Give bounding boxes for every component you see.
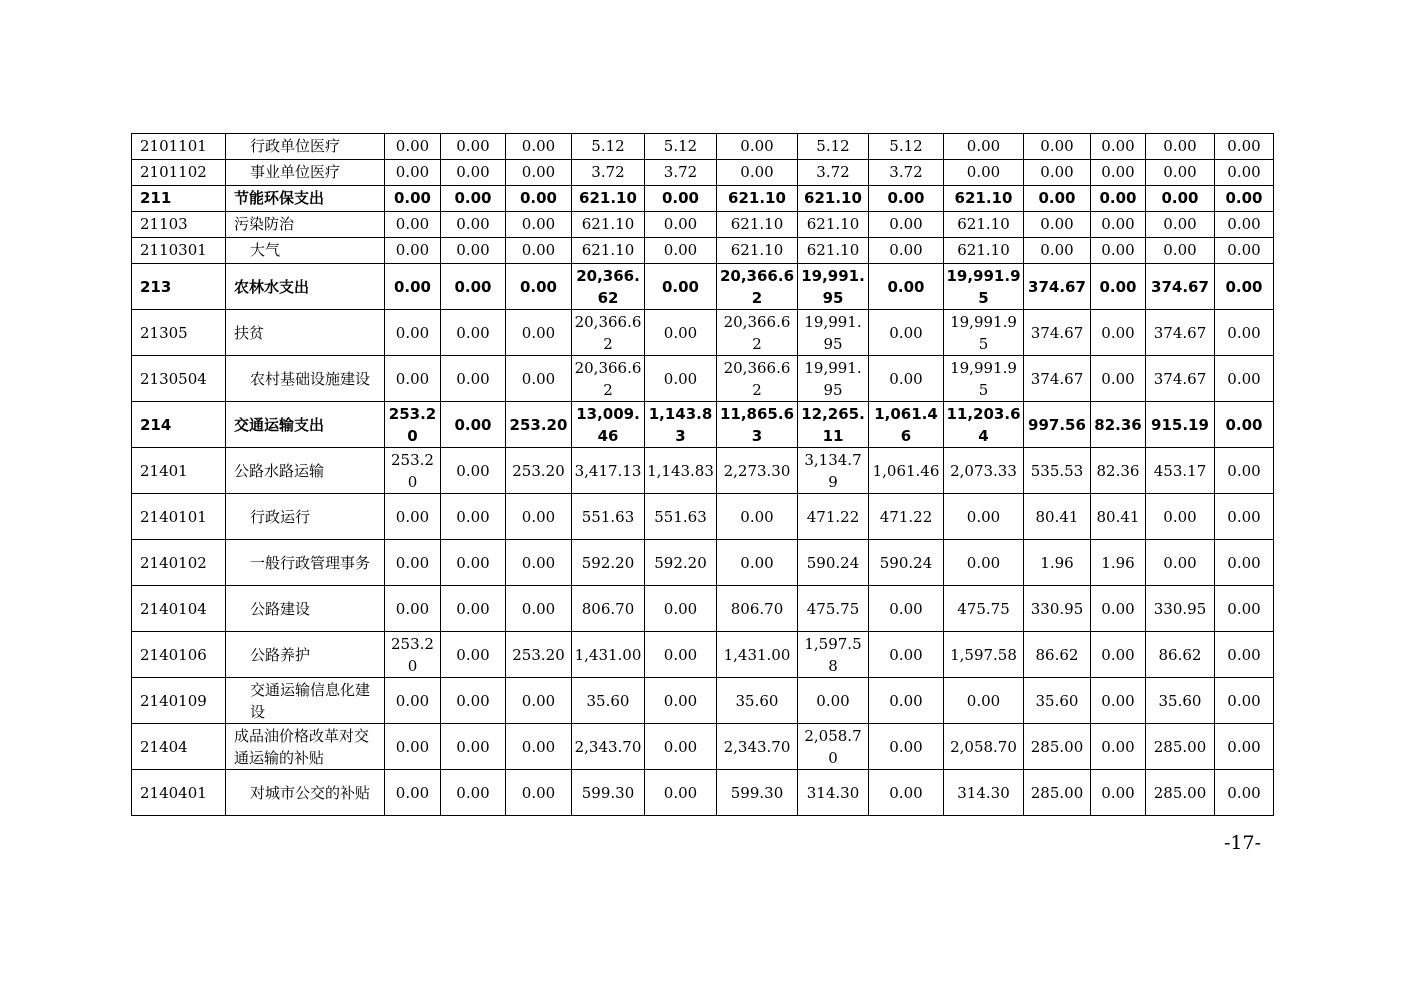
amount-cell: 621.10 xyxy=(572,238,645,264)
amount-cell: 5.12 xyxy=(798,134,869,160)
amount-cell: 3.72 xyxy=(798,160,869,186)
amount-cell: 0.00 xyxy=(645,212,717,238)
amount-cell: 0.00 xyxy=(1091,238,1146,264)
amount-cell: 0.00 xyxy=(506,310,572,356)
amount-cell: 0.00 xyxy=(1024,160,1091,186)
amount-cell: 19,991.95 xyxy=(944,310,1024,356)
amount-cell: 2,343.70 xyxy=(717,724,798,770)
amount-cell: 314.30 xyxy=(798,770,869,816)
subject-name-cell: 行政单位医疗 xyxy=(226,134,385,160)
amount-cell: 2,073.33 xyxy=(944,448,1024,494)
amount-cell: 471.22 xyxy=(869,494,944,540)
amount-cell: 0.00 xyxy=(506,356,572,402)
amount-cell: 20,366.62 xyxy=(572,356,645,402)
subject-name-cell: 农林水支出 xyxy=(226,264,385,310)
subject-code-cell: 2101102 xyxy=(132,160,226,186)
amount-cell: 997.56 xyxy=(1024,402,1091,448)
subject-code-cell: 2140101 xyxy=(132,494,226,540)
subject-code-cell: 211 xyxy=(132,186,226,212)
amount-cell: 0.00 xyxy=(1215,356,1274,402)
amount-cell: 599.30 xyxy=(572,770,645,816)
subject-name-cell: 节能环保支出 xyxy=(226,186,385,212)
amount-cell: 11,203.64 xyxy=(944,402,1024,448)
amount-cell: 0.00 xyxy=(1215,186,1274,212)
amount-cell: 0.00 xyxy=(385,770,441,816)
amount-cell: 0.00 xyxy=(506,586,572,632)
amount-cell: 621.10 xyxy=(717,212,798,238)
amount-cell: 0.00 xyxy=(441,678,506,724)
amount-cell: 0.00 xyxy=(869,586,944,632)
amount-cell: 86.62 xyxy=(1024,632,1091,678)
table-body xyxy=(132,134,1274,816)
amount-cell: 621.10 xyxy=(572,212,645,238)
amount-cell: 253.20 xyxy=(385,448,441,494)
amount-cell: 0.00 xyxy=(1024,134,1091,160)
amount-cell: 0.00 xyxy=(385,186,441,212)
amount-cell: 0.00 xyxy=(441,632,506,678)
amount-cell: 0.00 xyxy=(1215,264,1274,310)
amount-cell: 1,597.58 xyxy=(798,632,869,678)
amount-cell: 0.00 xyxy=(717,494,798,540)
amount-cell: 621.10 xyxy=(717,186,798,212)
amount-cell: 1,143.83 xyxy=(645,448,717,494)
amount-cell: 1,143.83 xyxy=(645,402,717,448)
amount-cell: 621.10 xyxy=(798,212,869,238)
amount-cell: 621.10 xyxy=(944,186,1024,212)
amount-cell: 0.00 xyxy=(385,310,441,356)
amount-cell: 0.00 xyxy=(385,494,441,540)
amount-cell: 0.00 xyxy=(869,310,944,356)
amount-cell: 20,366.62 xyxy=(717,264,798,310)
table-row xyxy=(132,632,1274,678)
table-row xyxy=(132,310,1274,356)
amount-cell: 0.00 xyxy=(1091,356,1146,402)
amount-cell: 0.00 xyxy=(1215,724,1274,770)
amount-cell: 330.95 xyxy=(1024,586,1091,632)
amount-cell: 1,061.46 xyxy=(869,402,944,448)
amount-cell: 0.00 xyxy=(869,212,944,238)
amount-cell: 3.72 xyxy=(572,160,645,186)
amount-cell: 2,273.30 xyxy=(717,448,798,494)
amount-cell: 0.00 xyxy=(441,540,506,586)
amount-cell: 0.00 xyxy=(441,724,506,770)
amount-cell: 12,265.11 xyxy=(798,402,869,448)
amount-cell: 0.00 xyxy=(645,356,717,402)
amount-cell: 0.00 xyxy=(385,134,441,160)
amount-cell: 475.75 xyxy=(798,586,869,632)
subject-code-cell: 2140104 xyxy=(132,586,226,632)
subject-name-cell: 交通运输支出 xyxy=(226,402,385,448)
amount-cell: 0.00 xyxy=(1215,448,1274,494)
amount-cell: 0.00 xyxy=(506,134,572,160)
amount-cell: 0.00 xyxy=(1215,238,1274,264)
amount-cell: 0.00 xyxy=(1146,238,1215,264)
amount-cell: 285.00 xyxy=(1024,724,1091,770)
amount-cell: 0.00 xyxy=(441,448,506,494)
amount-cell: 0.00 xyxy=(1215,494,1274,540)
amount-cell: 19,991.95 xyxy=(798,310,869,356)
amount-cell: 0.00 xyxy=(506,264,572,310)
amount-cell: 0.00 xyxy=(1215,678,1274,724)
budget-table xyxy=(131,133,1274,816)
amount-cell: 0.00 xyxy=(1091,186,1146,212)
amount-cell: 0.00 xyxy=(869,632,944,678)
amount-cell: 0.00 xyxy=(798,678,869,724)
amount-cell: 1,061.46 xyxy=(869,448,944,494)
amount-cell: 0.00 xyxy=(869,186,944,212)
amount-cell: 0.00 xyxy=(1215,134,1274,160)
amount-cell: 374.67 xyxy=(1024,264,1091,310)
amount-cell: 0.00 xyxy=(385,356,441,402)
amount-cell: 0.00 xyxy=(1215,160,1274,186)
amount-cell: 621.10 xyxy=(944,212,1024,238)
amount-cell: 0.00 xyxy=(385,540,441,586)
amount-cell: 471.22 xyxy=(798,494,869,540)
amount-cell: 253.20 xyxy=(385,402,441,448)
amount-cell: 0.00 xyxy=(944,678,1024,724)
subject-name-cell: 大气 xyxy=(226,238,385,264)
amount-cell: 1.96 xyxy=(1024,540,1091,586)
amount-cell: 0.00 xyxy=(441,264,506,310)
amount-cell: 0.00 xyxy=(1091,160,1146,186)
amount-cell: 253.20 xyxy=(506,632,572,678)
amount-cell: 374.67 xyxy=(1024,356,1091,402)
amount-cell: 19,991.95 xyxy=(944,264,1024,310)
amount-cell: 0.00 xyxy=(717,540,798,586)
amount-cell: 3.72 xyxy=(645,160,717,186)
amount-cell: 0.00 xyxy=(1091,724,1146,770)
amount-cell: 0.00 xyxy=(441,238,506,264)
subject-code-cell: 214 xyxy=(132,402,226,448)
subject-name-cell: 行政运行 xyxy=(226,494,385,540)
amount-cell: 0.00 xyxy=(441,770,506,816)
subject-name-cell: 公路养护 xyxy=(226,632,385,678)
amount-cell: 0.00 xyxy=(385,264,441,310)
amount-cell: 0.00 xyxy=(1215,310,1274,356)
table-row xyxy=(132,212,1274,238)
amount-cell: 82.36 xyxy=(1091,402,1146,448)
amount-cell: 592.20 xyxy=(572,540,645,586)
amount-cell: 0.00 xyxy=(441,586,506,632)
amount-cell: 0.00 xyxy=(645,724,717,770)
amount-cell: 314.30 xyxy=(944,770,1024,816)
table-row xyxy=(132,540,1274,586)
amount-cell: 0.00 xyxy=(1091,264,1146,310)
amount-cell: 253.20 xyxy=(506,402,572,448)
subject-name-cell: 公路建设 xyxy=(226,586,385,632)
amount-cell: 0.00 xyxy=(1091,678,1146,724)
amount-cell: 35.60 xyxy=(717,678,798,724)
amount-cell: 0.00 xyxy=(1146,212,1215,238)
amount-cell: 330.95 xyxy=(1146,586,1215,632)
amount-cell: 0.00 xyxy=(645,678,717,724)
amount-cell: 285.00 xyxy=(1146,770,1215,816)
amount-cell: 0.00 xyxy=(645,586,717,632)
amount-cell: 1,431.00 xyxy=(717,632,798,678)
subject-code-cell: 2101101 xyxy=(132,134,226,160)
amount-cell: 621.10 xyxy=(798,238,869,264)
amount-cell: 2,343.70 xyxy=(572,724,645,770)
amount-cell: 0.00 xyxy=(645,632,717,678)
subject-code-cell: 21305 xyxy=(132,310,226,356)
amount-cell: 0.00 xyxy=(506,770,572,816)
amount-cell: 0.00 xyxy=(441,402,506,448)
subject-code-cell: 2140401 xyxy=(132,770,226,816)
amount-cell: 20,366.62 xyxy=(717,356,798,402)
amount-cell: 5.12 xyxy=(572,134,645,160)
amount-cell: 551.63 xyxy=(572,494,645,540)
amount-cell: 0.00 xyxy=(1146,540,1215,586)
subject-code-cell: 2140106 xyxy=(132,632,226,678)
amount-cell: 915.19 xyxy=(1146,402,1215,448)
table-row xyxy=(132,134,1274,160)
amount-cell: 0.00 xyxy=(506,540,572,586)
amount-cell: 82.36 xyxy=(1091,448,1146,494)
amount-cell: 0.00 xyxy=(944,160,1024,186)
amount-cell: 3.72 xyxy=(869,160,944,186)
subject-code-cell: 21401 xyxy=(132,448,226,494)
subject-code-cell: 21103 xyxy=(132,212,226,238)
amount-cell: 11,865.63 xyxy=(717,402,798,448)
amount-cell: 374.67 xyxy=(1146,264,1215,310)
table-row xyxy=(132,402,1274,448)
amount-cell: 19,991.95 xyxy=(944,356,1024,402)
amount-cell: 374.67 xyxy=(1024,310,1091,356)
amount-cell: 2,058.70 xyxy=(944,724,1024,770)
subject-name-cell: 污染防治 xyxy=(226,212,385,238)
amount-cell: 590.24 xyxy=(798,540,869,586)
table-row xyxy=(132,264,1274,310)
subject-code-cell: 2140102 xyxy=(132,540,226,586)
amount-cell: 0.00 xyxy=(385,678,441,724)
amount-cell: 86.62 xyxy=(1146,632,1215,678)
amount-cell: 0.00 xyxy=(869,724,944,770)
amount-cell: 0.00 xyxy=(869,264,944,310)
table-row xyxy=(132,494,1274,540)
amount-cell: 0.00 xyxy=(1091,134,1146,160)
amount-cell: 0.00 xyxy=(506,186,572,212)
subject-code-cell: 2130504 xyxy=(132,356,226,402)
amount-cell: 551.63 xyxy=(645,494,717,540)
amount-cell: 19,991.95 xyxy=(798,264,869,310)
amount-cell: 621.10 xyxy=(798,186,869,212)
amount-cell: 5.12 xyxy=(869,134,944,160)
subject-code-cell: 21404 xyxy=(132,724,226,770)
amount-cell: 0.00 xyxy=(1215,770,1274,816)
subject-name-cell: 扶贫 xyxy=(226,310,385,356)
amount-cell: 0.00 xyxy=(1024,212,1091,238)
amount-cell: 0.00 xyxy=(645,238,717,264)
amount-cell: 0.00 xyxy=(869,356,944,402)
amount-cell: 0.00 xyxy=(385,724,441,770)
amount-cell: 0.00 xyxy=(1091,212,1146,238)
subject-name-cell: 一般行政管理事务 xyxy=(226,540,385,586)
amount-cell: 80.41 xyxy=(1024,494,1091,540)
amount-cell: 253.20 xyxy=(385,632,441,678)
amount-cell: 0.00 xyxy=(385,238,441,264)
amount-cell: 0.00 xyxy=(1215,212,1274,238)
subject-code-cell: 2140109 xyxy=(132,678,226,724)
amount-cell: 80.41 xyxy=(1091,494,1146,540)
subject-name-cell: 成品油价格改革对交通运输的补贴 xyxy=(226,724,385,770)
amount-cell: 374.67 xyxy=(1146,356,1215,402)
amount-cell: 0.00 xyxy=(1215,632,1274,678)
amount-cell: 1,597.58 xyxy=(944,632,1024,678)
amount-cell: 535.53 xyxy=(1024,448,1091,494)
amount-cell: 285.00 xyxy=(1146,724,1215,770)
amount-cell: 0.00 xyxy=(1091,586,1146,632)
amount-cell: 2,058.70 xyxy=(798,724,869,770)
amount-cell: 0.00 xyxy=(506,494,572,540)
amount-cell: 35.60 xyxy=(572,678,645,724)
amount-cell: 35.60 xyxy=(1024,678,1091,724)
amount-cell: 0.00 xyxy=(506,212,572,238)
amount-cell: 0.00 xyxy=(645,264,717,310)
amount-cell: 0.00 xyxy=(441,186,506,212)
amount-cell: 0.00 xyxy=(944,134,1024,160)
amount-cell: 621.10 xyxy=(572,186,645,212)
subject-name-cell: 交通运输信息化建设 xyxy=(226,678,385,724)
amount-cell: 0.00 xyxy=(1024,186,1091,212)
amount-cell: 0.00 xyxy=(506,678,572,724)
amount-cell: 0.00 xyxy=(441,494,506,540)
amount-cell: 20,366.62 xyxy=(572,264,645,310)
amount-cell: 285.00 xyxy=(1024,770,1091,816)
amount-cell: 0.00 xyxy=(506,160,572,186)
amount-cell: 20,366.62 xyxy=(717,310,798,356)
amount-cell: 0.00 xyxy=(385,586,441,632)
table-row xyxy=(132,724,1274,770)
amount-cell: 0.00 xyxy=(441,310,506,356)
amount-cell: 3,134.79 xyxy=(798,448,869,494)
amount-cell: 1,431.00 xyxy=(572,632,645,678)
amount-cell: 0.00 xyxy=(869,678,944,724)
amount-cell: 0.00 xyxy=(1215,402,1274,448)
amount-cell: 0.00 xyxy=(441,356,506,402)
amount-cell: 20,366.62 xyxy=(572,310,645,356)
subject-code-cell: 213 xyxy=(132,264,226,310)
page-number: -17- xyxy=(1224,832,1262,854)
subject-name-cell: 农村基础设施建设 xyxy=(226,356,385,402)
table-row xyxy=(132,586,1274,632)
amount-cell: 0.00 xyxy=(717,134,798,160)
table-row xyxy=(132,238,1274,264)
table-row xyxy=(132,770,1274,816)
amount-cell: 0.00 xyxy=(645,310,717,356)
amount-cell: 0.00 xyxy=(1146,160,1215,186)
amount-cell: 599.30 xyxy=(717,770,798,816)
amount-cell: 0.00 xyxy=(506,238,572,264)
amount-cell: 0.00 xyxy=(944,494,1024,540)
amount-cell: 0.00 xyxy=(1091,770,1146,816)
subject-name-cell: 对城市公交的补贴 xyxy=(226,770,385,816)
amount-cell: 0.00 xyxy=(1146,494,1215,540)
subject-code-cell: 2110301 xyxy=(132,238,226,264)
amount-cell: 1.96 xyxy=(1091,540,1146,586)
amount-cell: 0.00 xyxy=(506,724,572,770)
amount-cell: 0.00 xyxy=(645,186,717,212)
amount-cell: 0.00 xyxy=(645,770,717,816)
subject-name-cell: 公路水路运输 xyxy=(226,448,385,494)
amount-cell: 0.00 xyxy=(869,238,944,264)
amount-cell: 475.75 xyxy=(944,586,1024,632)
amount-cell: 0.00 xyxy=(1091,632,1146,678)
amount-cell: 35.60 xyxy=(1146,678,1215,724)
subject-name-cell: 事业单位医疗 xyxy=(226,160,385,186)
amount-cell: 0.00 xyxy=(441,212,506,238)
amount-cell: 3,417.13 xyxy=(572,448,645,494)
amount-cell: 621.10 xyxy=(717,238,798,264)
amount-cell: 0.00 xyxy=(1091,310,1146,356)
table-row xyxy=(132,186,1274,212)
amount-cell: 590.24 xyxy=(869,540,944,586)
amount-cell: 592.20 xyxy=(645,540,717,586)
table-row xyxy=(132,356,1274,402)
amount-cell: 0.00 xyxy=(1146,134,1215,160)
amount-cell: 253.20 xyxy=(506,448,572,494)
amount-cell: 0.00 xyxy=(1215,586,1274,632)
amount-cell: 19,991.95 xyxy=(798,356,869,402)
amount-cell: 0.00 xyxy=(385,160,441,186)
amount-cell: 0.00 xyxy=(1024,238,1091,264)
amount-cell: 0.00 xyxy=(441,134,506,160)
amount-cell: 0.00 xyxy=(717,160,798,186)
amount-cell: 0.00 xyxy=(1146,186,1215,212)
amount-cell: 806.70 xyxy=(572,586,645,632)
amount-cell: 806.70 xyxy=(717,586,798,632)
table-row xyxy=(132,160,1274,186)
amount-cell: 453.17 xyxy=(1146,448,1215,494)
amount-cell: 0.00 xyxy=(869,770,944,816)
amount-cell: 0.00 xyxy=(441,160,506,186)
amount-cell: 13,009.46 xyxy=(572,402,645,448)
amount-cell: 0.00 xyxy=(385,212,441,238)
amount-cell: 374.67 xyxy=(1146,310,1215,356)
amount-cell: 0.00 xyxy=(944,540,1024,586)
amount-cell: 5.12 xyxy=(645,134,717,160)
table-row xyxy=(132,678,1274,724)
amount-cell: 621.10 xyxy=(944,238,1024,264)
amount-cell: 0.00 xyxy=(1215,540,1274,586)
table-row xyxy=(132,448,1274,494)
